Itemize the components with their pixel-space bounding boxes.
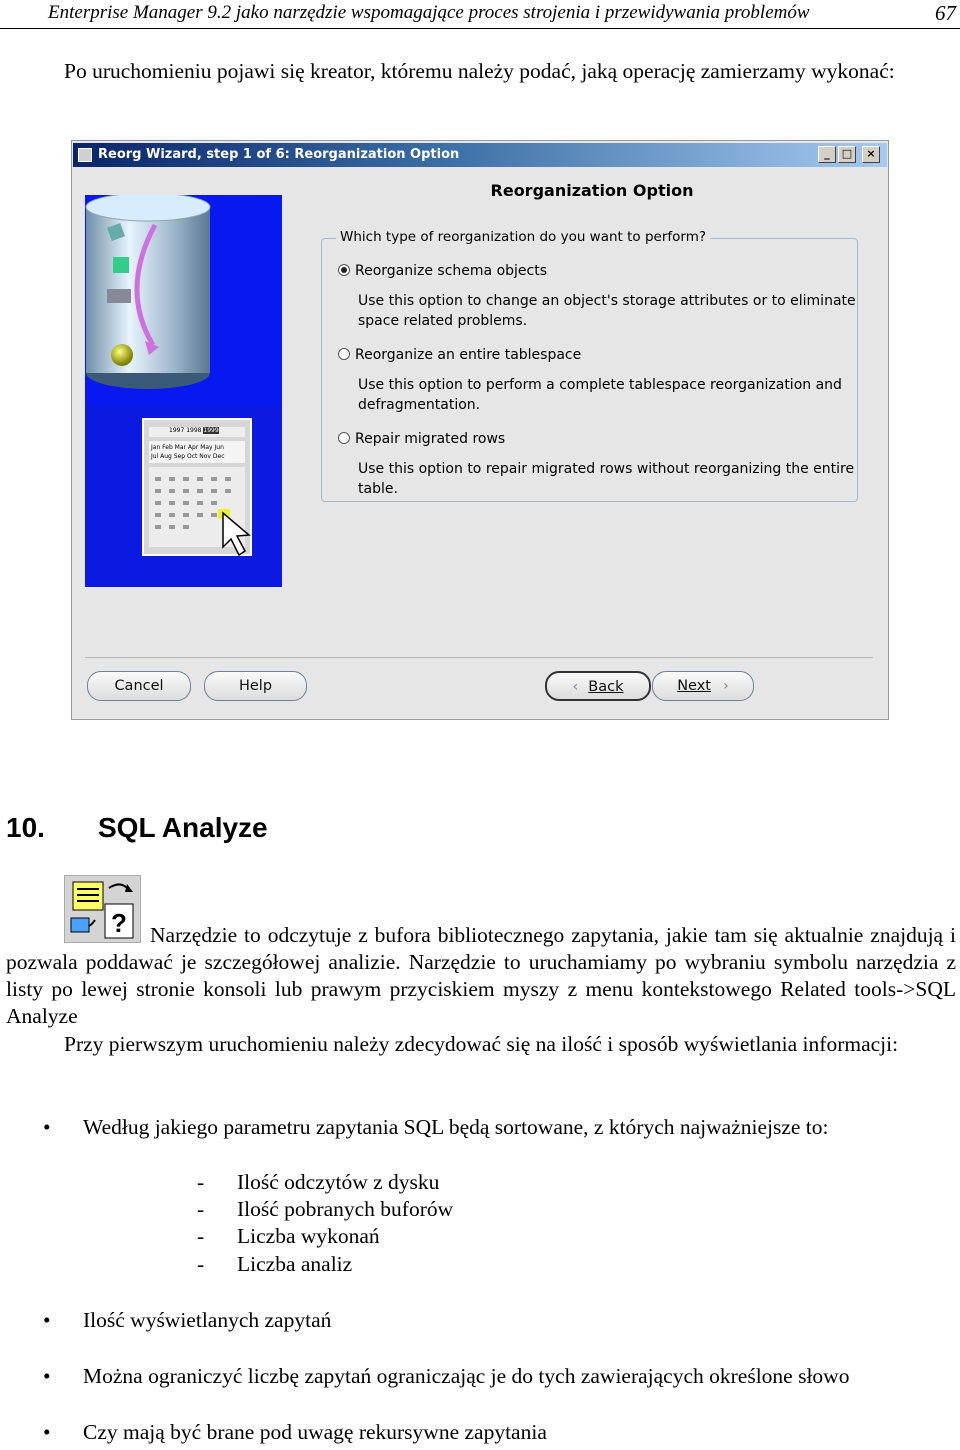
section-number: 10.: [6, 812, 45, 843]
chevron-right-icon: ›: [722, 678, 729, 694]
close-icon[interactable]: ×: [862, 146, 880, 163]
bullet-item: • Według jakiego parametru zapytania SQL będą sortowane, z których najważniejsze to:: [83, 1115, 829, 1140]
option-description: Use this option to repair migrated rows without reorganizing the entire table.: [358, 461, 855, 497]
calendar-years: 1997 1998 1999: [169, 427, 219, 434]
calendar-months-row1: Jan Feb Mar Apr May Jun: [151, 444, 224, 451]
option-description: Use this option to change an object's storage attributes or to eliminate space related problems.: [358, 293, 856, 329]
intro-paragraph: Po uruchomieniu pojawi się kreator, któremu należy podać, jaką operację zamierzamy wykonać:: [64, 59, 895, 83]
help-button[interactable]: Help: [204, 671, 307, 701]
options-question: Which type of reorganization do you want to perform?: [336, 229, 710, 245]
bullet-item: • Ilość wyświetlanych zapytań: [83, 1308, 331, 1333]
window-title: Reorg Wizard, step 1 of 6: Reorganization Option: [98, 147, 460, 162]
chevron-left-icon: ‹: [572, 679, 579, 695]
wizard-illustration: [85, 195, 282, 587]
button-separator: [85, 657, 873, 658]
radio-unselected-icon[interactable]: [338, 348, 350, 360]
calendar-months-row2: Jul Aug Sep Oct Nov Dec: [151, 453, 225, 460]
running-title: Enterprise Manager 9.2 jako narzędzie wspomagające proces strojenia i przewidywania problemów: [48, 2, 810, 23]
page-header: [0, 0, 960, 29]
reorg-wizard-window: [71, 140, 889, 720]
sub-list-item: - Liczba analiz: [237, 1252, 352, 1277]
radio-selected-icon[interactable]: [338, 264, 350, 276]
bullet-item: • Czy mają być brane pod uwagę rekursywne zapytania: [83, 1420, 547, 1445]
database-calendar-illustration: [85, 195, 282, 587]
next-button[interactable]: Next ›: [652, 671, 754, 701]
reorganization-options-group: [321, 229, 858, 502]
option-label: Repair migrated rows: [355, 431, 506, 447]
option-reorganize-tablespace[interactable]: [338, 347, 581, 363]
back-button[interactable]: ‹ Back: [545, 671, 651, 701]
option-label: Reorganize schema objects: [355, 263, 548, 279]
cancel-button[interactable]: Cancel: [87, 671, 191, 701]
section-heading: [6, 812, 268, 844]
option-label: Reorganize an entire tablespace: [355, 347, 582, 363]
maximize-icon[interactable]: □: [838, 146, 856, 163]
option-repair-migrated-rows[interactable]: [338, 431, 505, 447]
sub-list-item: - Ilość odczytów z dysku: [237, 1170, 439, 1195]
section-paragraph-1: Narzędzie to odczytuje z bufora bibliotecznego zapytania, jakie tam się aktualnie znajdują i pozwala poddawać je szczegółowej analizie. Narzędzie to uruchamiamy po wybraniu symbolu narzędzia z listy po lewej stronie konsoli lub prawym przyciskiem myszy z menu kontekstowego Related tools->SQL Analyze: [6, 923, 956, 1028]
section-paragraph-2: Przy pierwszym uruchomieniu należy zdecydować się na ilość i sposób wyświetlania informacji:: [64, 1032, 899, 1056]
bullet-item: • Można ograniczyć liczbę zapytań ograniczając je do tych zawierających określone słowo: [83, 1364, 849, 1389]
sub-list-item: - Liczba wykonań: [237, 1224, 380, 1249]
wizard-heading: Reorganization Option: [490, 181, 694, 200]
window-titlebar: [73, 143, 887, 167]
sub-list-item: - Ilość pobranych buforów: [237, 1197, 453, 1222]
minimize-icon[interactable]: _: [818, 146, 836, 163]
option-reorganize-schema-objects[interactable]: [338, 263, 547, 279]
app-icon: [78, 148, 92, 162]
section-title: SQL Analyze: [98, 812, 268, 843]
option-description: Use this option to perform a complete tablespace reorganization and defragmentation.: [358, 377, 842, 413]
svg-text:?: ?: [111, 908, 127, 938]
page-number: 67: [935, 1, 956, 25]
radio-unselected-icon[interactable]: [338, 432, 350, 444]
